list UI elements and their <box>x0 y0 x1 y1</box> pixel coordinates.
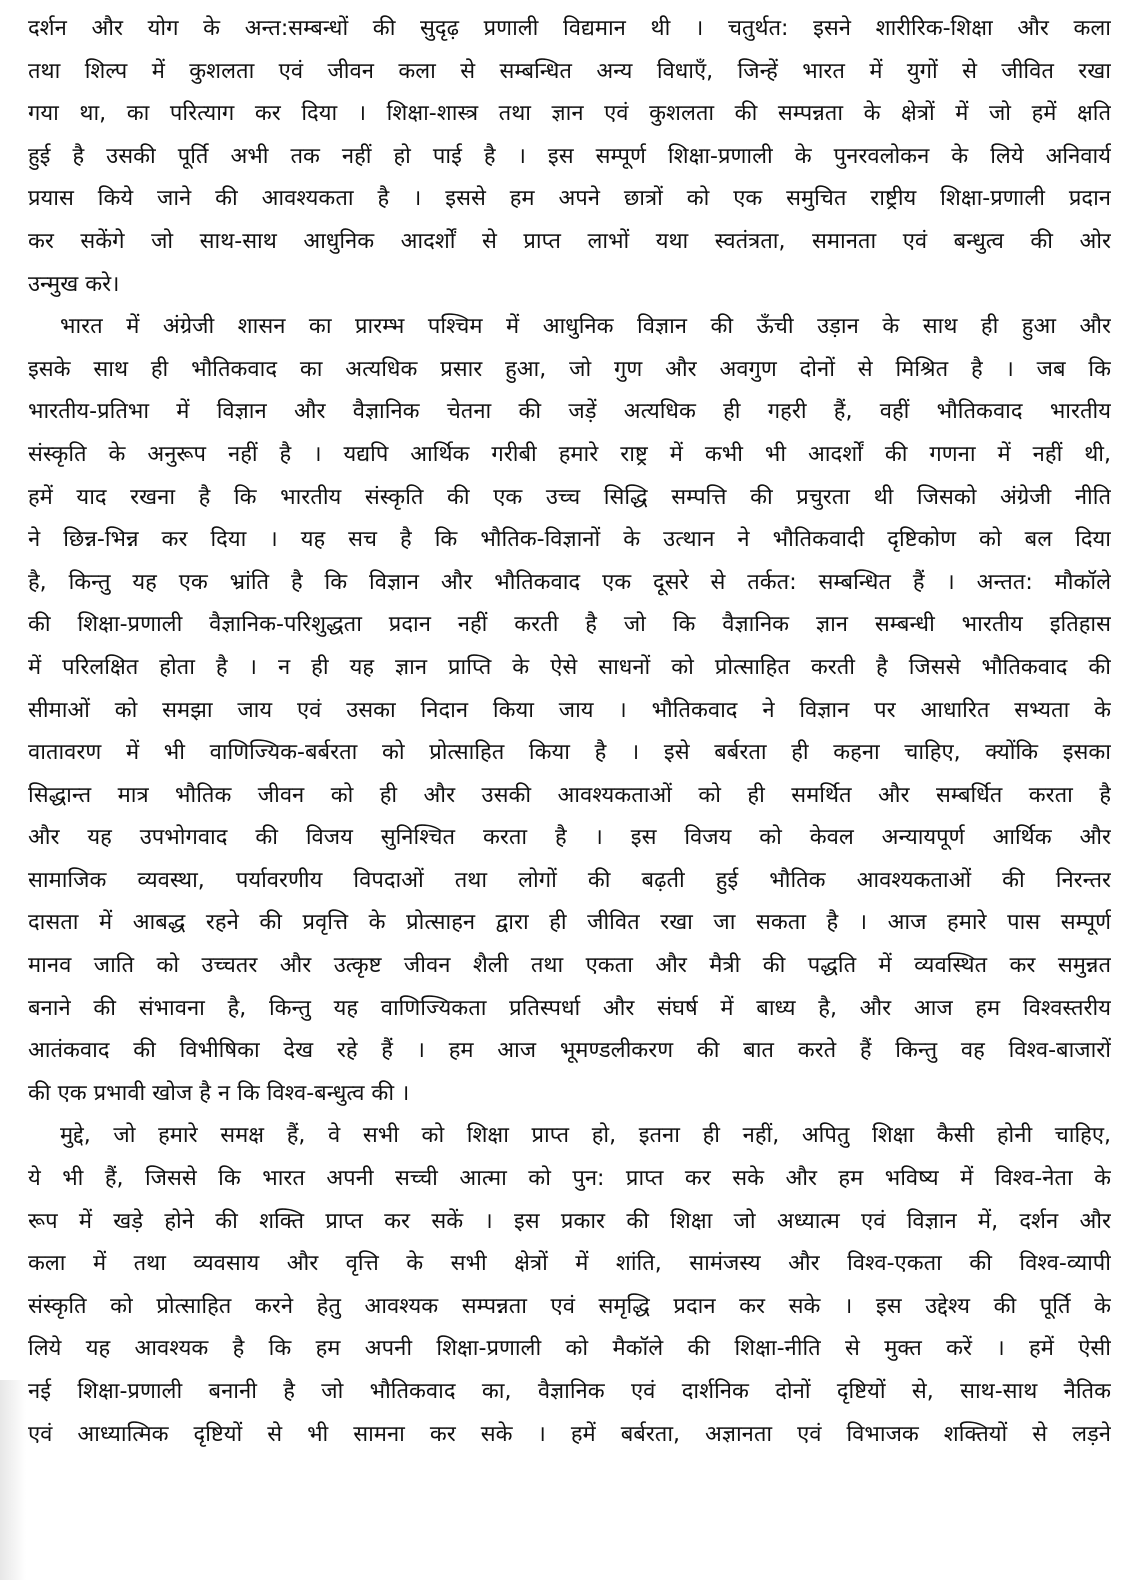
text-line: दासता में आबद्ध रहने की प्रवृत्ति के प्रोत्साहन द्वारा ही जीवित रखा जा सकता है । आज हमारे पास सम्पूर्ण <box>28 910 1111 936</box>
text-line: मुद्दे, जो हमारे समक्ष हैं, वे सभी को शिक्षा प्राप्त हो, इतना ही नहीं, अपितु शिक्षा कैसी होनी चाहिए, <box>60 1123 1111 1149</box>
paragraph-1 <box>28 8 1111 306</box>
text-line: भारतीय-प्रतिभा में विज्ञान और वैज्ञानिक चेतना की जड़ें अत्यधिक ही गहरी हैं, वहीं भौतिकवाद भारतीय <box>28 399 1111 425</box>
text-line: की एक प्रभावी खोज है न कि विश्व-बन्धुत्व की । <box>28 1080 410 1106</box>
text-line: संस्कृति के अनुरूप नहीं है । यद्यपि आर्थिक गरीबी हमारे राष्ट्र में कभी भी आदर्शों की गणना में नहीं थी, <box>28 441 1111 467</box>
text-line: रूप में खड़े होने की शक्ति प्राप्त कर सकें । इस प्रकार की शिक्षा जो अध्यात्म एवं विज्ञान में, दर्शन और <box>28 1208 1111 1234</box>
text-line: में परिलक्षित होता है । न ही यह ज्ञान प्राप्ति के ऐसे साधनों को प्रोत्साहित करती है जिससे भौतिकवाद की <box>28 654 1111 680</box>
text-line: प्रयास किये जाने की आवश्यकता है । इससे हम अपने छात्रों को एक समुचित राष्ट्रीय शिक्षा-प्रणाली प्रदान <box>28 186 1111 212</box>
text-line: कर सकेंगे जो साथ-साथ आधुनिक आदर्शों से प्राप्त लाभों यथा स्वतंत्रता, समानता एवं बन्धुत्व की ओर <box>28 228 1111 254</box>
text-line: मानव जाति को उच्चतर और उत्कृष्ट जीवन शैली तथा एकता और मैत्री की पद्धति में व्यवस्थित कर समुन्नत <box>28 953 1111 979</box>
text-line: उन्मुख करे। <box>28 271 120 297</box>
text-line: सीमाओं को समझा जाय एवं उसका निदान किया जाय । भौतिकवाद ने विज्ञान पर आधारित सभ्यता के <box>28 697 1111 723</box>
text-line: ने छिन्न-भिन्न कर दिया । यह सच है कि भौतिक-विज्ञानों के उत्थान ने भौतिकवादी दृष्टिकोण को बल दिया <box>28 527 1111 553</box>
text-line: और यह उपभोगवाद की विजय सुनिश्चित करता है । इस विजय को केवल अन्यायपूर्ण आर्थिक और <box>28 825 1111 851</box>
text-line: की शिक्षा-प्रणाली वैज्ञानिक-परिशुद्धता प्रदान नहीं करती है जो कि वैज्ञानिक ज्ञान सम्बन्धी भारतीय इतिहास <box>28 612 1111 638</box>
scan-margin-shadow <box>0 1380 26 1580</box>
text-line: नई शिक्षा-प्रणाली बनानी है जो भौतिकवाद का, वैज्ञानिक एवं दार्शनिक दोनों दृष्टियों से, साथ-साथ नैतिक <box>28 1379 1111 1404</box>
text-line: इसके साथ ही भौतिकवाद का अत्यधिक प्रसार हुआ, जो गुण और अवगुण दोनों से मिश्रित है । जब कि <box>28 356 1111 382</box>
text-line: है, किन्तु यह एक भ्रांति है कि विज्ञान और भौतिकवाद एक दूसरे से तर्कत: सम्बन्धित हैं । अन्तत: मौकॉले <box>28 569 1111 595</box>
text-line: लिये यह आवश्यक है कि हम अपनी शिक्षा-प्रणाली को मैकॉले की शिक्षा-नीति से मुक्त करें । हमें ऐसी <box>28 1336 1111 1362</box>
text-line: दर्शन और योग के अन्त:सम्बन्धों की सुदृढ़ प्रणाली विद्यमान थी । चतुर्थत: इसने शारीरिक-शिक्षा और कला <box>28 16 1111 41</box>
text-line: गया था, का परित्याग कर दिया । शिक्षा-शास्त्र तथा ज्ञान एवं कुशलता की सम्पन्नता के क्षेत्रों में जो हमें क्षति <box>28 101 1111 127</box>
text-line: सामाजिक व्यवस्था, पर्यावरणीय विपदाओं तथा लोगों की बढ़ती हुई भौतिक आवश्यकताओं की निरन्तर <box>28 867 1111 893</box>
text-line: बनाने की संभावना है, किन्तु यह वाणिज्यिकता प्रतिस्पर्धा और संघर्ष में बाध्य है, और आज हम विश्वस्तरीय <box>28 995 1111 1021</box>
text-line: आतंकवाद की विभीषिका देख रहे हैं । हम आज भूमण्डलीकरण की बात करते हैं किन्तु वह विश्व-बाजारों <box>28 1038 1111 1064</box>
text-line: एवं आध्यात्मिक दृष्टियों से भी सामना कर सके । हमें बर्बरता, अज्ञानता एवं विभाजक शक्तियों से लड़ने <box>28 1421 1111 1447</box>
paragraph-2 <box>28 306 1111 1115</box>
text-line: भारत में अंग्रेजी शासन का प्रारम्भ पश्चिम में आधुनिक विज्ञान की ऊँची उड़ान के साथ ही हुआ और <box>60 314 1111 340</box>
text-line: सिद्धान्त मात्र भौतिक जीवन को ही और उसकी आवश्यकताओं को ही समर्थित और सम्बर्धित करता है <box>28 782 1111 808</box>
text-line: हुई है उसकी पूर्ति अभी तक नहीं हो पाई है । इस सम्पूर्ण शिक्षा-प्रणाली के पुनरवलोकन के लिये अनिवार्य <box>28 143 1111 169</box>
paragraph-3 <box>28 1115 1111 1456</box>
text-line: वातावरण में भी वाणिज्यिक-बर्बरता को प्रोत्साहित किया है । इसे बर्बरता ही कहना चाहिए, क्योंकि इसका <box>28 740 1111 766</box>
text-line: ये भी हैं, जिससे कि भारत अपनी सच्ची आत्मा को पुन: प्राप्त कर सके और हम भविष्य में विश्व-नेता के <box>28 1166 1111 1192</box>
text-line: कला में तथा व्यवसाय और वृत्ति के सभी क्षेत्रों में शांति, सामंजस्य और विश्व-एकता की विश्व-व्यापी <box>28 1251 1111 1277</box>
text-line: हमें याद रखना है कि भारतीय संस्कृति की एक उच्च सिद्धि सम्पत्ति की प्रचुरता थी जिसको अंग्रेजी नीति <box>28 484 1111 510</box>
text-line: संस्कृति को प्रोत्साहित करने हेतु आवश्यक सम्पन्नता एवं समृद्धि प्रदान कर सके । इस उद्देश्य की पूर्ति के <box>28 1293 1111 1319</box>
text-line: तथा शिल्प में कुशलता एवं जीवन कला से सम्बन्धित अन्य विधाएँ, जिन्हें भारत में युगों से जीवित रखा <box>28 58 1111 84</box>
